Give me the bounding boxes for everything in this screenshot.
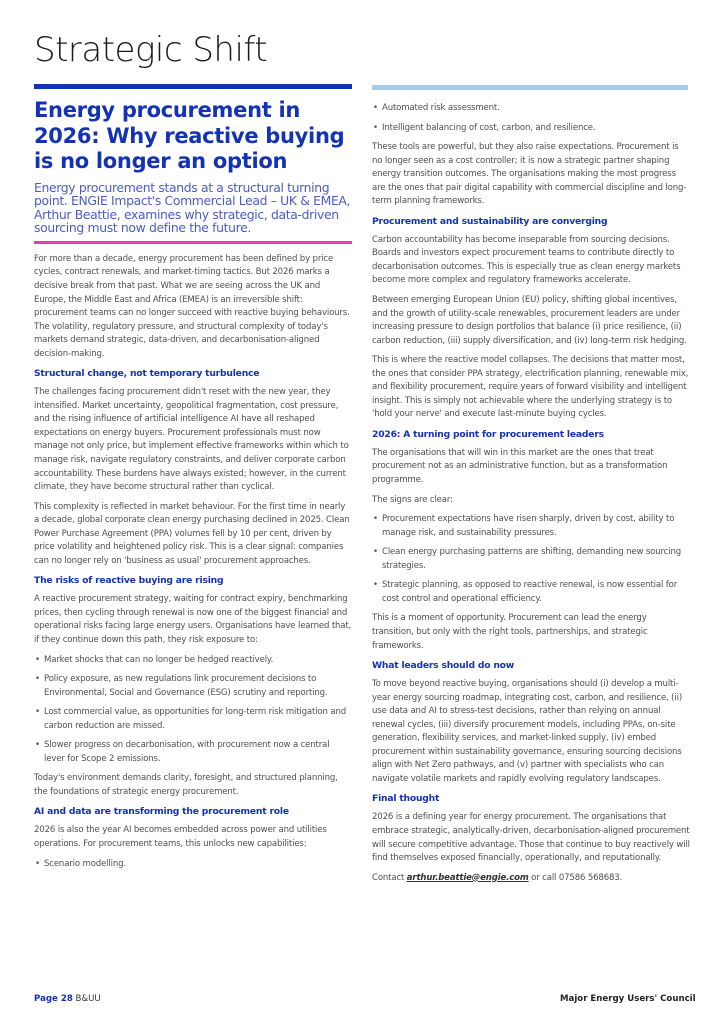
- list-item: • Market shocks that can no longer be hedged reactively.: [34, 654, 352, 668]
- signs-list: [372, 513, 690, 606]
- right-column: [372, 84, 690, 891]
- bullet-icon: •: [35, 654, 40, 665]
- bullet-icon: •: [373, 547, 378, 558]
- bullet-icon: •: [373, 122, 378, 133]
- pink-divider: [34, 241, 352, 244]
- body-paragraph: The challenges facing procurement didn't reset with the new year, they intensified. Market uncertainty, geopolitical fragmentation, cost pressure, and the rising influence of artificial intelligence AI have all reshaped expectations on energy buyers. Procurement professionals must now manage not only price, but implement effective frameworks within which to manage risk, navigate regulatory constraints, and deliver corporate carbon accountability. These burdens have always existed; however, in the current climate, they have become structural rather than cyclical.: [34, 387, 349, 493]
- body-paragraph: The signs are clear:: [372, 494, 453, 505]
- body-paragraph: This complexity is reflected in market behaviour. For the first time in nearly a decade, global corporate clean energy purchasing declined in 2025. Clean Power Purchase Agreement (PPA) volumes fell by 10 per cent, driven by price volatility and heightened policy risk. This is a clear signal: companies can no longer rely on 'business as usual' procurement approaches.: [34, 501, 350, 566]
- bullet-icon: •: [373, 580, 378, 591]
- page-footer-left: [34, 994, 101, 1004]
- bullet-icon: •: [35, 707, 40, 718]
- section-heading: The risks of reactive buying are rising: [34, 575, 224, 587]
- body-paragraph: Carbon accountability has become inseparable from sourcing decisions. Boards and investors expect procurement teams to contribute directly to decarbonisation outcomes. This is especially true as clean energy markets become more complex and regulatory frameworks accelerate.: [372, 234, 681, 286]
- body-paragraph: These tools are powerful, but they also raise expectations. Procurement is no longer seen as a cost controller; it is now a strategic partner shaping energy transition outcomes. The organisations making the most progress are the ones that pair digital capability with commercial discipline and long-term planning frameworks.: [372, 142, 687, 207]
- body-paragraph: Today's environment demands clarity, foresight, and structured planning, the foundations of strategic energy procurement.: [34, 773, 338, 797]
- article-standfirst: Energy procurement stands at a structural turning point. ENGIE Impact's Commercial Lead – UK & EMEA, Arthur Beattie, examines why strategic, data-driven sourcing must now define the future.: [34, 179, 351, 236]
- list-item: • Automated risk assessment.: [372, 102, 690, 116]
- bullet-icon: •: [35, 740, 40, 751]
- article-headline: Energy procurement in 2026: Why reactive buying is no longer an option: [34, 98, 345, 173]
- list-item: • Policy exposure, as new regulations link procurement decisions to Environmental, Social and Governance (ESG) scrutiny and reporting.: [35, 674, 328, 698]
- left-column: [34, 84, 352, 877]
- section-heading: Procurement and sustainability are converging: [372, 215, 608, 227]
- list-item: • Clean energy purchasing patterns are shifting, demanding new sourcing strategies.: [373, 547, 681, 571]
- bullet-icon: •: [373, 103, 378, 113]
- list-item: • Slower progress on decarbonisation, with procurement now a central lever for Scope 2 emissions.: [35, 740, 330, 764]
- risk-list: [34, 654, 352, 767]
- section-heading: Structural change, not temporary turbulence: [34, 368, 260, 380]
- contact-line: Contact arthur.beattie@engie.com or call 07586 568683.: [372, 872, 623, 883]
- page-number: Page 28: [34, 994, 73, 1004]
- section-heading: Final thought: [372, 793, 440, 805]
- body-paragraph: To move beyond reactive buying, organisations should (i) develop a multi-year energy sourcing roadmap, integrating cost, carbon, and resilience, (ii) use data and AI to stress-test decisions, rather than relying on annual renewal cycles, (iii) diversify procurement models, including PPAs, on-site generation, flexibility services, and market-linked supply, (iv) embed procurement within sustainability governance, ensuring sourcing decisions align with Net Zero pathways, and (v) partner with specialists who can navigate volatile markets and rapidly evolving regulatory landscapes.: [372, 679, 683, 784]
- body-paragraph: This is where the reactive model collapses. The decisions that matter most, the ones that consider PPA strategy, electrification planning, renewable mix, and flexibility procurement, require years of forward visibility and intelligent insight. This is simply not achievable where the underlying strategy is to 'hold your nerve' and execute last-minute buying cycles.: [372, 355, 689, 420]
- list-item: • Scenario modelling.: [34, 858, 352, 872]
- body-paragraph: The organisations that will win in this market are the ones that treat procurement not as an administrative function, but as a transformation programme.: [372, 447, 668, 486]
- section-heading: 2026: A turning point for procurement leaders: [372, 428, 604, 440]
- intro-paragraph: For more than a decade, energy procurement has been defined by price cycles, contract renewals, and market-timing tactics. But 2026 marks a decisive break from that past. What we are seeing across the UK and Europe, the Middle East and Africa (EMEA) is an irreversible shift: procurement teams can no longer succeed with reactive buying behaviours. The volatility, regulatory pressure, and structural complexity of today's markets demand strategic, data-driven, and decarbonisation-aligned decision-making.: [34, 253, 350, 359]
- list-item: • Procurement expectations have risen sharply, driven by cost, ability to manage risk, and sustainability pressures.: [373, 514, 675, 538]
- list-item: • Intelligent balancing of cost, carbon, and resilience.: [372, 122, 690, 136]
- body-paragraph: Between emerging European Union (EU) policy, shifting global incentives, and the growth of utility-scale renewables, procurement leaders are under increasing pressure to design portfolios that balance (i) price resilience, (ii) carbon reduction, (iii) supply diversification, and (iv) long-term risk hedging.: [372, 295, 687, 346]
- bullet-icon: •: [35, 674, 40, 685]
- section-title: Strategic Shift: [34, 30, 268, 70]
- list-item: • Lost commercial value, as opportunities for long-term risk mitigation and carbon reduction are missed.: [35, 707, 346, 731]
- bullet-icon: •: [35, 858, 40, 869]
- contact-email-link[interactable]: arthur.beattie@engie.com: [406, 872, 529, 883]
- body-paragraph: This is a moment of opportunity. Procurement can lead the energy transition, but only with the right tools, partnerships, and strategic frameworks.: [372, 613, 648, 651]
- section-heading: AI and data are transforming the procurement role: [34, 806, 289, 818]
- blue-header-bar: [34, 84, 352, 89]
- list-item: • Strategic planning, as opposed to reactive renewal, is now essential for cost control and operational efficiency.: [373, 580, 678, 604]
- capabilities-list: [34, 858, 352, 872]
- publication-name: B&UU: [72, 994, 101, 1004]
- body-paragraph: 2026 is also the year AI becomes embedded across power and utilities operations. For procurement teams, this unlocks new capabilities:: [34, 825, 327, 850]
- section-heading: What leaders should do now: [372, 660, 515, 672]
- capabilities-list-continued: [372, 102, 690, 135]
- body-paragraph: 2026 is a defining year for energy procurement. The organisations that embrace strategic, analytically-driven, decarbonisation-aligned procurement will secure competitive advantage. Those that continue to buy reactively will find themselves exposed financially, operationally, and reputationally.: [372, 812, 690, 864]
- bullet-icon: •: [373, 514, 378, 525]
- light-blue-header-bar: [372, 85, 688, 90]
- body-paragraph: A reactive procurement strategy, waiting for contract expiry, benchmarking prices, then cycling through renewal is now one of the biggest financial and operational risks facing large energy users. Organisations have learned that, if they continue down this path, they risk exposure to:: [34, 594, 352, 645]
- organisation-name: Major Energy Users' Council: [560, 994, 696, 1004]
